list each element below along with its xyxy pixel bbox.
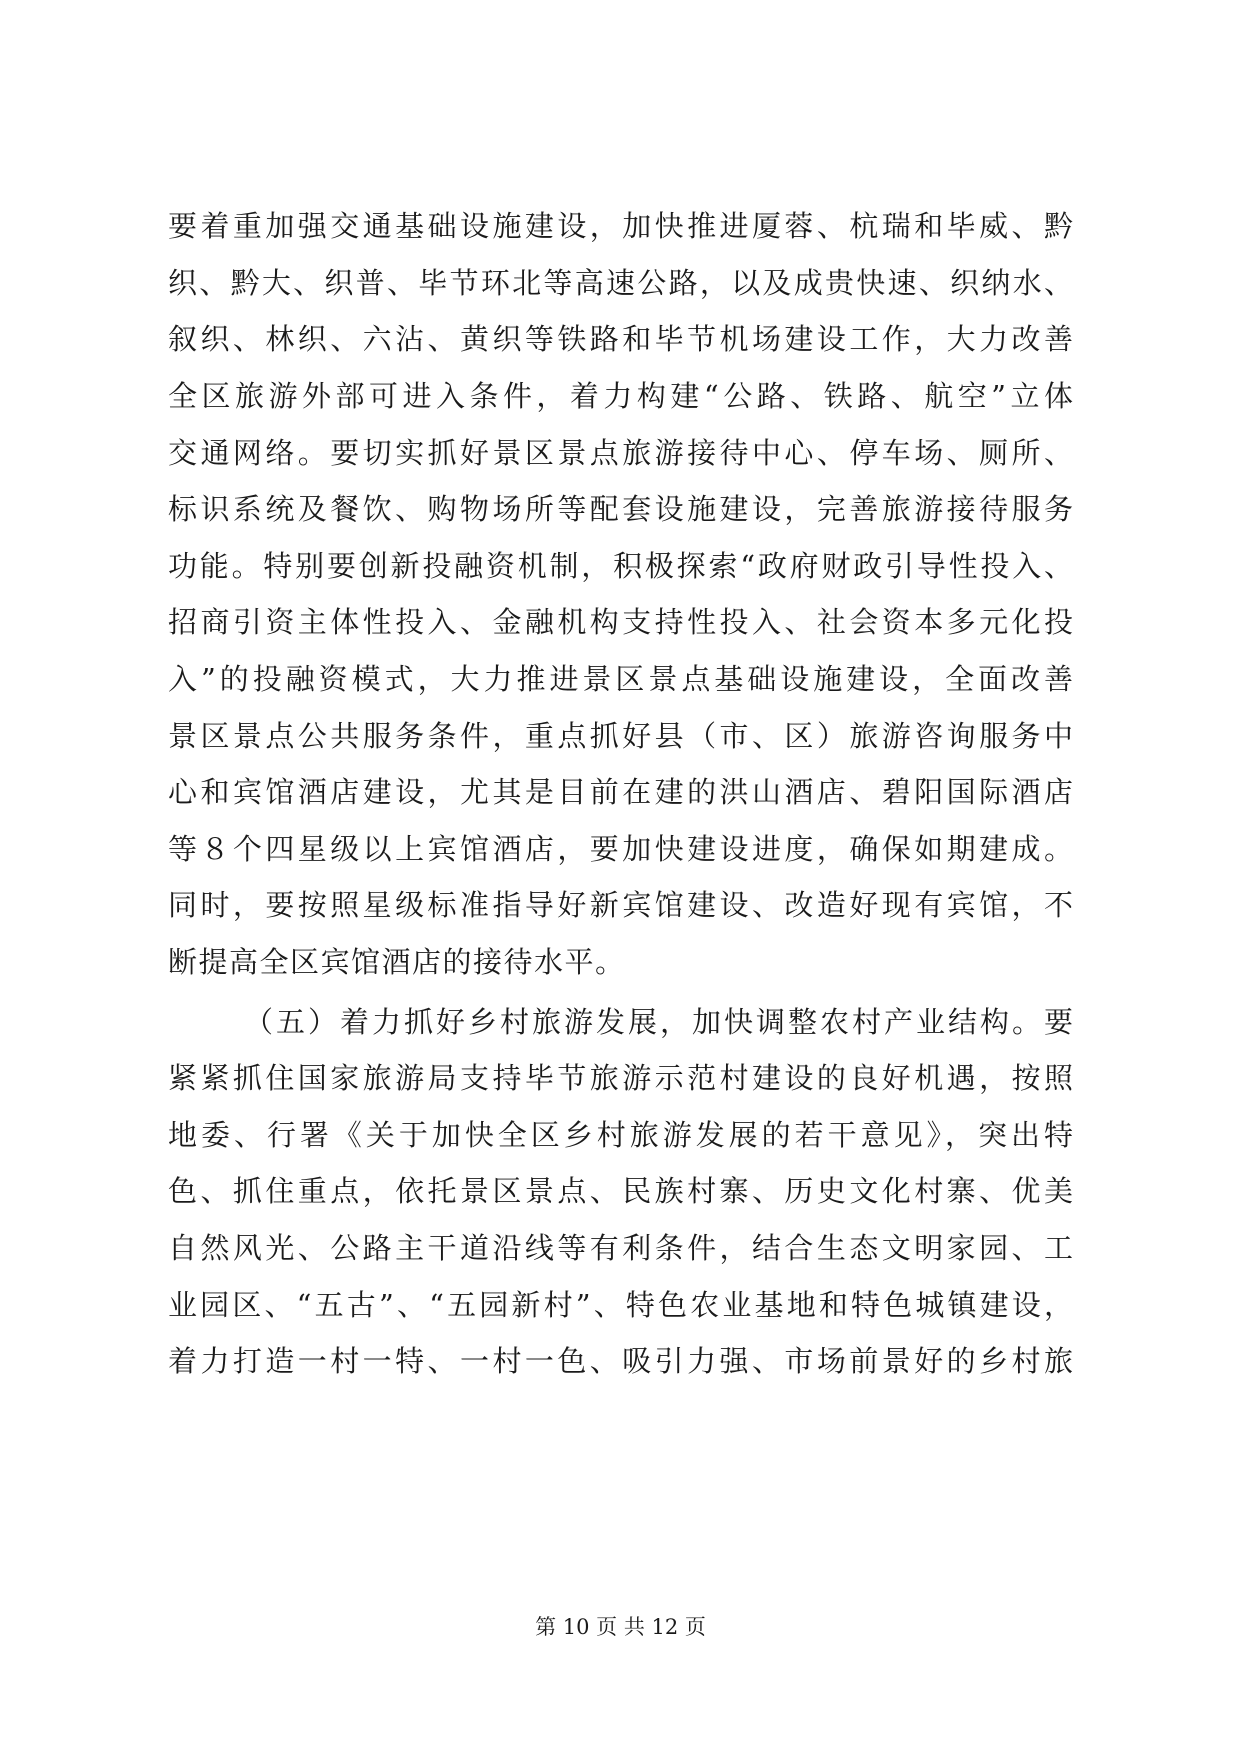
- body-line: 交通网络。要切实抓好景区景点旅游接待中心、停车场、厕所、: [168, 436, 1073, 470]
- body-line: 同时，要按照星级标准指导好新宾馆建设、改造好现有宾馆，不: [168, 888, 1073, 922]
- body-line: 等８个四星级以上宾馆酒店，要加快建设进度，确保如期建成。: [168, 832, 1073, 866]
- body-line: 自然风光、公路主干道沿线等有利条件，结合生态文明家园、工: [168, 1231, 1073, 1265]
- body-line: 要着重加强交通基础设施建设，加快推进厦蓉、杭瑞和毕威、黔: [168, 209, 1073, 243]
- body-line: 景区景点公共服务条件，重点抓好县（市、区）旅游咨询服务中: [168, 719, 1073, 753]
- body-line: 地委、行署《关于加快全区乡村旅游发展的若干意见》，突出特: [168, 1118, 1073, 1152]
- body-line: 入”的投融资模式，大力推进景区景点基础设施建设，全面改善: [168, 662, 1073, 696]
- body-line: 叙织、林织、六沾、黄织等铁路和毕节机场建设工作，大力改善: [168, 322, 1073, 356]
- body-line: 紧紧抓住国家旅游局支持毕节旅游示范村建设的良好机遇，按照: [168, 1061, 1073, 1095]
- body-line: 标识系统及餐饮、购物场所等配套设施建设，完善旅游接待服务: [168, 492, 1073, 526]
- body-line: 织、黔大、织普、毕节环北等高速公路，以及成贵快速、织纳水、: [168, 266, 1073, 300]
- page-number-footer: 第 10 页 共 12 页: [535, 1615, 706, 1639]
- body-line: 着力打造一村一特、一村一色、吸引力强、市场前景好的乡村旅: [168, 1344, 1073, 1378]
- paragraph-first-line: （五）着力抓好乡村旅游发展，加快调整农村产业结构。要: [244, 1005, 1073, 1039]
- body-line: 断提高全区宾馆酒店的接待水平。: [168, 945, 626, 979]
- body-line: 色、抓住重点，依托景区景点、民族村寨、历史文化村寨、优美: [168, 1174, 1073, 1208]
- body-line: 招商引资主体性投入、金融机构支持性投入、社会资本多元化投: [168, 605, 1073, 639]
- body-line: 业园区、“五古”、“五园新村”、特色农业基地和特色城镇建设，: [168, 1288, 1073, 1322]
- body-line: 全区旅游外部可进入条件，着力构建“公路、铁路、航空”立体: [168, 379, 1073, 413]
- body-line: 功能。特别要创新投融资机制，积极探索“政府财政引导性投入、: [168, 549, 1073, 583]
- body-line: 心和宾馆酒店建设，尤其是目前在建的洪山酒店、碧阳国际酒店: [168, 775, 1073, 809]
